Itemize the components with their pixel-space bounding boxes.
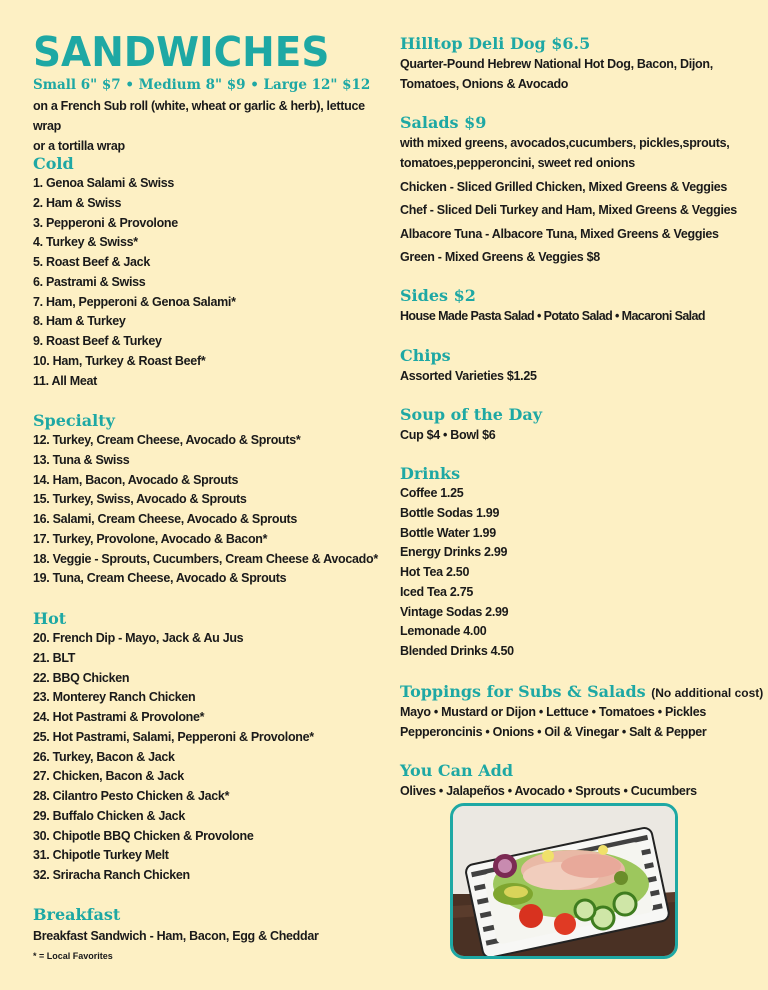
toppings-heading — [400, 682, 763, 701]
toppings-line-2: Pepperoncinis • Onions • Oil & Vinegar • Salt & Pepper — [400, 725, 707, 739]
menu-item: 11. All Meat — [33, 373, 98, 388]
breakfast-item: Breakfast Sandwich - Ham, Bacon, Egg & Cheddar — [33, 929, 319, 943]
salad-item: Chicken - Sliced Grilled Chicken, Mixed Greens & Veggies — [400, 180, 728, 194]
menu-item: 15. Turkey, Swiss, Avocado & Sprouts — [33, 492, 247, 507]
salad-item: Albacore Tuna - Albacore Tuna, Mixed Greens & Veggies — [400, 227, 719, 241]
drink-item: Coffee 1.25 — [400, 486, 464, 500]
hot-list — [33, 629, 314, 886]
drinks-heading: Drinks — [400, 464, 461, 483]
menu-item: 22. BBQ Chicken — [33, 670, 130, 685]
menu-item: 14. Ham, Bacon, Avocado & Sprouts — [33, 472, 239, 487]
menu-item: 19. Tuna, Cream Cheese, Avocado & Sprouts — [33, 571, 287, 586]
menu-item: 5. Roast Beef & Jack — [33, 255, 150, 269]
drink-item: Bottle Water 1.99 — [400, 525, 496, 540]
drink-item: Blended Drinks 4.50 — [400, 644, 514, 658]
menu-item: 10. Ham, Turkey & Roast Beef* — [33, 353, 206, 368]
size-prices: Small 6" $7 • Medium 8" $9 • Large 12" $12 — [33, 77, 371, 93]
menu-item: 16. Salami, Cream Cheese, Avocado & Sprouts — [33, 512, 298, 526]
menu-item: 28. Cilantro Pesto Chicken & Jack* — [33, 789, 230, 803]
menu-item: 6. Pastrami & Swiss — [33, 274, 146, 289]
salads-desc-1: with mixed greens, avocados,cucumbers, pickles,sprouts, — [400, 136, 730, 150]
menu-item: 12. Turkey, Cream Cheese, Avocado & Sprouts* — [33, 433, 301, 447]
drink-item: Vintage Sodas 2.99 — [400, 604, 509, 619]
bread-options — [33, 96, 373, 156]
salads-heading: Salads $9 — [400, 113, 487, 132]
hilltop-desc-1: Quarter-Pound Hebrew National Hot Dog, Bacon, Dijon, — [400, 57, 713, 71]
drink-item: Hot Tea 2.50 — [400, 565, 470, 579]
menu-item: 4. Turkey & Swiss* — [33, 235, 138, 250]
menu-item: 27. Chicken, Bacon & Jack — [33, 769, 184, 784]
breakfast-heading: Breakfast — [33, 905, 121, 924]
drink-item: Energy Drinks 2.99 — [400, 545, 508, 560]
drink-item: Lemonade 4.00 — [400, 624, 487, 639]
salad-photo — [450, 803, 678, 959]
menu-item: 32. Sriracha Ranch Chicken — [33, 868, 190, 882]
specialty-heading: Specialty — [33, 411, 115, 430]
drink-item: Bottle Sodas 1.99 — [400, 505, 500, 520]
addons-heading: You Can Add — [400, 761, 513, 780]
hilltop-heading: Hilltop Deli Dog $6.5 — [400, 34, 591, 53]
footnote: * = Local Favorites — [33, 951, 113, 961]
menu-item: 18. Veggie - Sprouts, Cucumbers, Cream Cheese & Avocado* — [33, 551, 378, 566]
menu-item: 2. Ham & Swiss — [33, 195, 122, 210]
cold-list — [33, 174, 236, 391]
drink-item: Iced Tea 2.75 — [400, 584, 473, 599]
menu-item: 26. Turkey, Bacon & Jack — [33, 749, 175, 764]
menu-item: 21. BLT — [33, 650, 76, 665]
salad-plate-image — [453, 806, 675, 956]
menu-item: 31. Chipotle Turkey Melt — [33, 848, 169, 863]
toppings-heading-text: Toppings for Subs & Salads — [400, 682, 646, 701]
hot-heading: Hot — [33, 609, 67, 628]
bread-options-line2: or a tortilla wrap — [33, 139, 125, 153]
toppings-note: (No additional cost) — [651, 686, 764, 700]
menu-item: 8. Ham & Turkey — [33, 314, 126, 329]
menu-item: 13. Tuna & Swiss — [33, 452, 130, 467]
menu-item: 20. French Dip - Mayo, Jack & Au Jus — [33, 631, 244, 645]
menu-item: 24. Hot Pastrami & Provolone* — [33, 710, 205, 724]
soup-heading: Soup of the Day — [400, 405, 543, 424]
bread-options-line1: on a French Sub roll (white, wheat or garlic & herb), lettuce wrap — [33, 99, 365, 133]
menu-item: 25. Hot Pastrami, Salami, Pepperoni & Provolone* — [33, 729, 314, 744]
menu-item: 9. Roast Beef & Turkey — [33, 334, 162, 348]
salad-item: Chef - Sliced Deli Turkey and Ham, Mixed Greens & Veggies — [400, 203, 737, 217]
addons-line: Olives • Jalapeños • Avocado • Sprouts • Cucumbers — [400, 784, 697, 798]
menu-item: 3. Pepperoni & Provolone — [33, 215, 178, 230]
sides-heading: Sides $2 — [400, 286, 476, 305]
salad-item: Green - Mixed Greens & Veggies $8 — [400, 250, 600, 264]
soup-line: Cup $4 • Bowl $6 — [400, 428, 496, 442]
hilltop-desc-2: Tomatoes, Onions & Avocado — [400, 77, 569, 91]
page-title: SANDWICHES — [33, 28, 330, 76]
menu-item: 29. Buffalo Chicken & Jack — [33, 808, 185, 823]
menu-item: 23. Monterey Ranch Chicken — [33, 690, 196, 705]
menu-item: 7. Ham, Pepperoni & Genoa Salami* — [33, 294, 236, 309]
sides-line: House Made Pasta Salad • Potato Salad • Macaroni Salad — [400, 309, 705, 323]
specialty-list — [33, 431, 378, 589]
chips-heading: Chips — [400, 346, 451, 365]
chips-line: Assorted Varieties $1.25 — [400, 369, 537, 383]
menu-item: 30. Chipotle BBQ Chicken & Provolone — [33, 828, 254, 843]
salads-desc-2: tomatoes,pepperoncini, sweet red onions — [400, 156, 635, 170]
menu-item: 1. Genoa Salami & Swiss — [33, 176, 175, 190]
toppings-line-1: Mayo • Mustard or Dijon • Lettuce • Tomatoes • Pickles — [400, 705, 706, 719]
drinks-list — [400, 484, 514, 662]
cold-heading: Cold — [33, 154, 74, 173]
menu-item: 17. Turkey, Provolone, Avocado & Bacon* — [33, 531, 268, 546]
